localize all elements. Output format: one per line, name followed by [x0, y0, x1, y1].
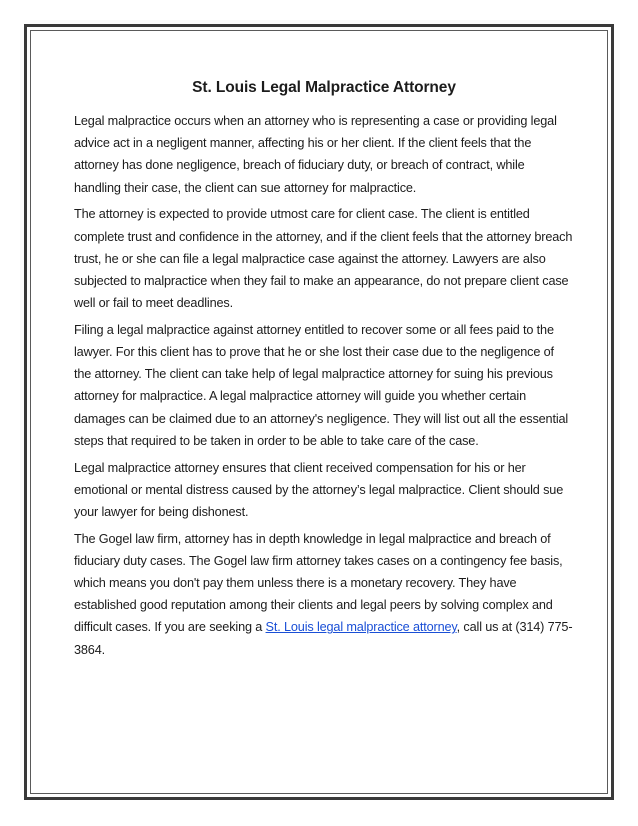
paragraph-5-text-after-link: , call us at (314) 775-3864. [74, 620, 573, 657]
paragraph-5-text-before-link: The Gogel law firm, attorney has in depth knowledge in legal malpractice and breach of fiduciary duty cases. The Gogel law firm attorney takes cases on a contingency fee basis, which means you don't pay them unless there is a monetary recovery. They have established good reputation among their clients and legal peers by solving complex and difficult cases. If you are seeking a [74, 531, 563, 635]
paragraph-2: The attorney is expected to provide utmost care for client case. The client is entitled complete trust and confidence in the attorney, and if the client feels that the attorney breach trust, he or she can file a legal malpractice case against the attorney. Lawyers are also subjected to malpractice when they fail to make an appearance, do not prepare client case well or fail to meet deadlines. [74, 207, 573, 311]
paragraph-4: Legal malpractice attorney ensures that client received compensation for his or her emotional or mental distress caused by the attorney’s legal malpractice. Client should sue your lawyer for being dishonest. [74, 460, 564, 519]
paragraph-3: Filing a legal malpractice against attorney entitled to recover some or all fees paid to the lawyer. For this client has to prove that he or she lost their case due to the negligence of the attorney. The client can take help of legal malpractice attorney for suing his previous attorney for malpractice. A legal malpractice attorney will guide you whether certain damages can be claimed due to an attorney's negligence. They will list out all the essential steps that required to be taken in order to be able to take care of the case. [74, 322, 569, 448]
paragraph-5 [74, 528, 574, 661]
paragraph-1: Legal malpractice occurs when an attorney who is representing a case or providing legal advice act in a negligent manner, affecting his or her client. If the client feels that the attorney has done negligence, breach of fiduciary duty, or breach of contract, while handling their case, the client can sue attorney for malpractice. [74, 114, 557, 195]
document-body [74, 78, 574, 665]
document-title: St. Louis Legal Malpractice Attorney [192, 79, 456, 96]
malpractice-attorney-link[interactable]: St. Louis legal malpractice attorney [265, 620, 457, 635]
